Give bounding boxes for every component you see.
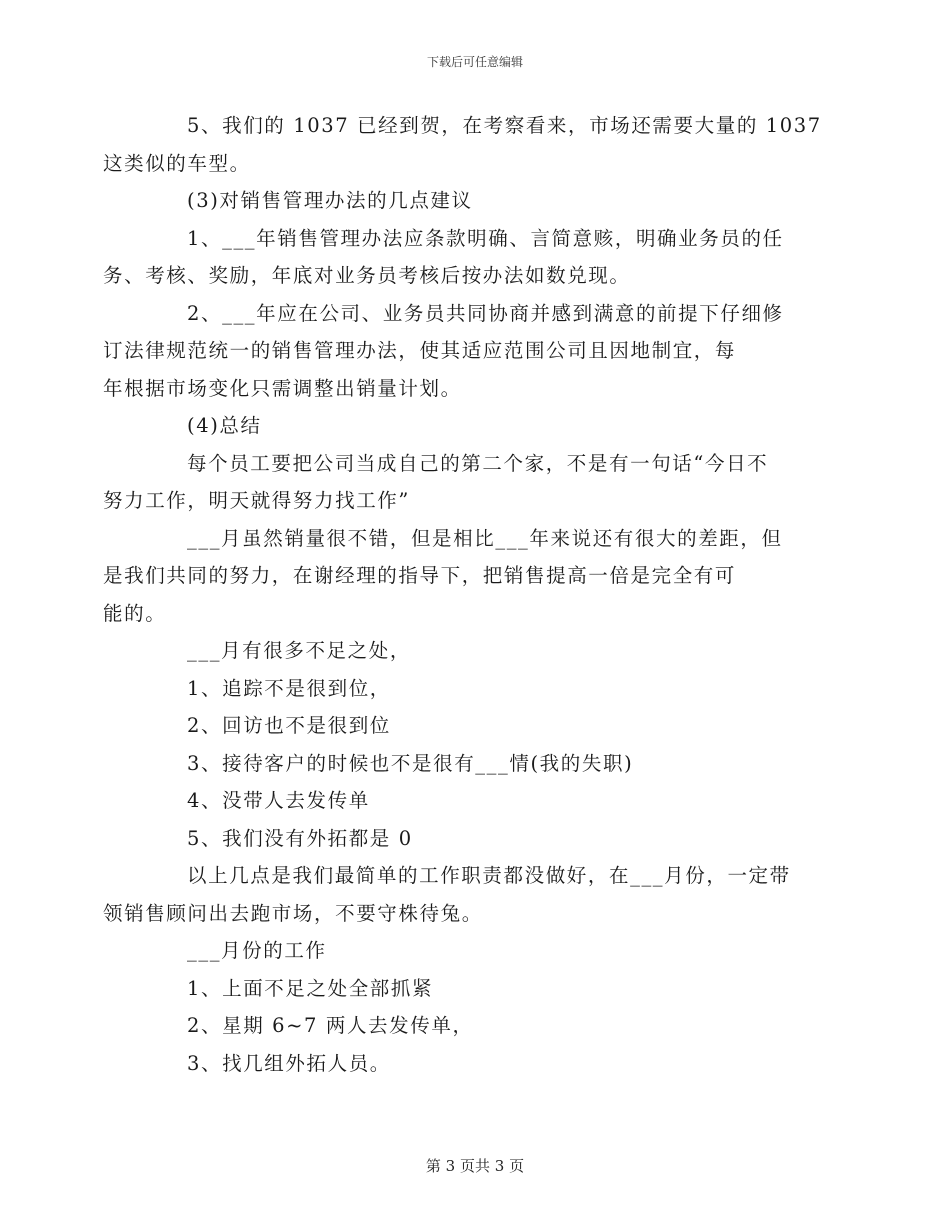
- page-header: 下载后可任意编辑: [426, 55, 523, 69]
- text-line: 年根据市场变化只需调整出销量计划。: [103, 376, 462, 400]
- paragraph: [103, 295, 810, 408]
- text-line: ___月份的工作: [187, 939, 327, 962]
- paragraph: [145, 407, 810, 445]
- text-line: ___月有很多不足之处，: [187, 639, 411, 662]
- text-line: 1、上面不足之处全部抓紧: [187, 976, 434, 1000]
- text-line: 3、找几组外拓人员。: [187, 1051, 391, 1075]
- paragraph: [145, 820, 810, 858]
- paragraph: [145, 1045, 810, 1083]
- text-line: 4、没带人去发传单: [187, 789, 370, 812]
- text-line: ___月虽然销量很不错，但是相比___年来说还有很大的差距，但: [187, 526, 783, 550]
- text-line: 2、回访也不是很到位: [187, 714, 391, 737]
- paragraph: [103, 445, 810, 520]
- text-line: 订法律规范统一的销售管理办法，使其适应范围公司且因地制宜，每: [103, 339, 737, 362]
- paragraph: [145, 745, 810, 783]
- paragraph: [103, 857, 810, 932]
- text-line: 务、考核、奖励，年底对业务员考核后按办法如数兑现。: [103, 264, 631, 287]
- text-line: 每个员工要把公司当成自己的第二个家，不是有一句话“今日不: [187, 451, 769, 475]
- paragraph: [145, 182, 810, 220]
- text-line: 2、星期 6~7 两人去发传单，: [187, 1014, 474, 1037]
- document-body: [103, 107, 822, 1082]
- paragraph: [103, 220, 810, 295]
- text-line: (3)对销售管理办法的几点建议: [187, 189, 473, 212]
- text-line: (4)总结: [187, 414, 262, 437]
- text-line: 是我们共同的努力，在谢经理的指导下，把销售提高一倍是完全有可: [103, 564, 737, 587]
- text-line: 3、接待客户的时候也不是很有___情(我的失职): [187, 751, 634, 775]
- text-line: 5、我们的 1037 已经到贺，在考察看来，市场还需要大量的 1037: [187, 114, 822, 137]
- page-footer: 第 3 页共 3 页: [425, 1157, 525, 1175]
- paragraph: [145, 707, 810, 745]
- text-line: 领销售顾问出去跑市场，不要守株待兔。: [103, 901, 483, 925]
- paragraph: [145, 932, 810, 970]
- paragraph: [145, 970, 810, 1008]
- text-line: 这类似的车型。: [103, 151, 251, 175]
- text-line: 5、我们没有外拓都是 0: [187, 826, 413, 850]
- paragraph: [145, 1007, 810, 1045]
- paragraph: [145, 782, 810, 820]
- paragraph: [103, 107, 822, 182]
- paragraph: [145, 632, 810, 670]
- text-line: 2、___年应在公司、业务员共同协商并感到满意的前提下仔细修: [187, 301, 784, 325]
- paragraph: [103, 520, 810, 633]
- text-line: 努力工作，明天就得努力找工作”: [103, 489, 410, 512]
- text-line: 1、___年销售管理办法应条款明确、言简意赅，明确业务员的任: [187, 226, 784, 250]
- text-line: 以上几点是我们最简单的工作职责都没做好，在___月份，一定带: [187, 864, 791, 887]
- text-line: 能的。: [103, 601, 167, 625]
- text-line: 1、追踪不是很到位，: [187, 676, 391, 700]
- paragraph: [145, 670, 810, 708]
